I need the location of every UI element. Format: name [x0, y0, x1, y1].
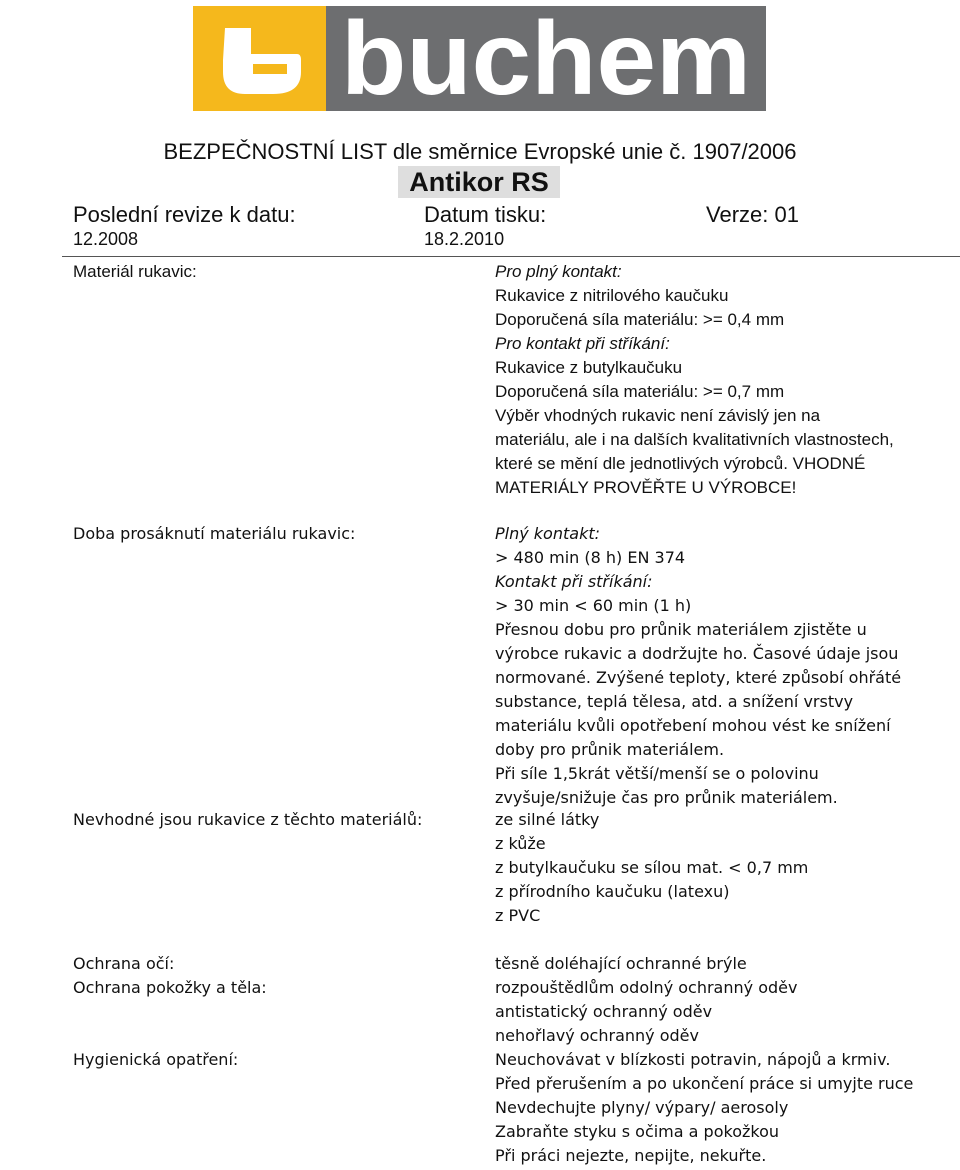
- breakthrough-line: doby pro průnik materiálem.: [495, 740, 725, 759]
- breakthrough-line: Plný kontakt:: [495, 524, 600, 543]
- breakthrough-line: substance, teplá tělesa, atd. a snížení vrstvy: [495, 692, 854, 711]
- breakthrough-content: [495, 522, 960, 810]
- eyes-label: Ochrana očí:: [73, 954, 175, 973]
- print-date: 18.2.2010: [424, 229, 505, 249]
- hygiene-line: Nevdechujte plyny/ výpary/ aerosoly: [495, 1098, 789, 1117]
- breakthrough-line: Při síle 1,5krát větší/menší se o polovinu: [495, 764, 819, 783]
- gloves-label: Materiál rukavic:: [73, 262, 197, 281]
- unsuitable-line: z PVC: [495, 906, 541, 925]
- breakthrough-line: materiálu kvůli opotřebení mohou vést ke snížení: [495, 716, 891, 735]
- gloves-line: Doporučená síla materiálu: >= 0,7 mm: [495, 382, 785, 401]
- document-title: BEZPEČNOSTNÍ LIST dle směrnice Evropské unie č. 1907/2006: [163, 139, 797, 164]
- product-name: Antikor RS: [398, 166, 560, 198]
- eyes-value: těsně doléhající ochranné brýle: [495, 954, 747, 973]
- hygiene-label: Hygienická opatření:: [73, 1050, 239, 1069]
- logo-graphic: [193, 6, 766, 111]
- header-divider: [62, 256, 960, 257]
- buchem-logo: [193, 6, 766, 111]
- unsuitable-line: z butylkaučuku se sílou mat. < 0,7 mm: [495, 858, 809, 877]
- gloves-line: Výběr vhodných rukavic není závislý jen na: [495, 406, 821, 425]
- hygiene-content: [495, 1048, 960, 1168]
- gloves-line: Rukavice z butylkaučuku: [495, 358, 683, 377]
- gloves-line: které se mění dle jednotlivých výrobců. VHODNÉ: [495, 454, 866, 473]
- version: Verze: 01: [706, 202, 799, 227]
- skin-content: [495, 976, 960, 1048]
- breakthrough-line: Přesnou dobu pro průnik materiálem zjistěte u: [495, 620, 867, 639]
- hygiene-line: Při práci nejezte, nepijte, nekuřte.: [495, 1146, 767, 1165]
- gloves-line: Pro kontakt při stříkání:: [495, 334, 670, 353]
- breakthrough-label: Doba prosáknutí materiálu rukavic:: [73, 524, 356, 543]
- breakthrough-line: Kontakt při stříkání:: [495, 572, 653, 591]
- gloves-line: Rukavice z nitrilového kaučuku: [495, 286, 729, 305]
- skin-line: antistatický ochranný oděv: [495, 1002, 713, 1021]
- skin-line: nehořlavý ochranný oděv: [495, 1026, 699, 1045]
- breakthrough-line: > 30 min < 60 min (1 h): [495, 596, 692, 615]
- revision-date: 12.2008: [73, 229, 139, 249]
- skin-line: rozpouštědlům odolný ochranný oděv: [495, 978, 798, 997]
- unsuitable-line: ze silné látky: [495, 810, 600, 829]
- logo-text: buchem: [341, 6, 751, 111]
- revision-label: Poslední revize k datu:: [73, 202, 296, 227]
- unsuitable-label: Nevhodné jsou rukavice z těchto materiálů:: [73, 810, 423, 829]
- hygiene-line: Zabraňte styku s očima a pokožkou: [495, 1122, 779, 1141]
- hygiene-line: Neuchovávat v blízkosti potravin, nápojů a krmiv.: [495, 1050, 891, 1069]
- breakthrough-line: normované. Zvýšené teploty, které způsobí ohřáté: [495, 668, 902, 687]
- unsuitable-line: z přírodního kaučuku (latexu): [495, 882, 730, 901]
- breakthrough-line: výrobce rukavic a dodržujte ho. Časové údaje jsou: [495, 644, 899, 663]
- unsuitable-content: [495, 808, 960, 928]
- gloves-line: MATERIÁLY PROVĚŘTE U VÝROBCE!: [495, 478, 797, 497]
- skin-label: Ochrana pokožky a těla:: [73, 978, 267, 997]
- breakthrough-line: > 480 min (8 h) EN 374: [495, 548, 686, 567]
- unsuitable-line: z kůže: [495, 834, 546, 853]
- breakthrough-line: zvyšuje/snižuje čas pro průnik materiálem.: [495, 788, 838, 807]
- hygiene-line: Před přerušením a po ukončení práce si umyjte ruce: [495, 1074, 914, 1093]
- gloves-line: Doporučená síla materiálu: >= 0,4 mm: [495, 310, 785, 329]
- logo-flask-mark: [253, 64, 287, 74]
- gloves-line: materiálu, ale i na dalších kvalitativních vlastnostech,: [495, 430, 894, 449]
- print-label: Datum tisku:: [424, 202, 547, 227]
- gloves-line: Pro plný kontakt:: [495, 262, 622, 281]
- gloves-content: [495, 260, 960, 500]
